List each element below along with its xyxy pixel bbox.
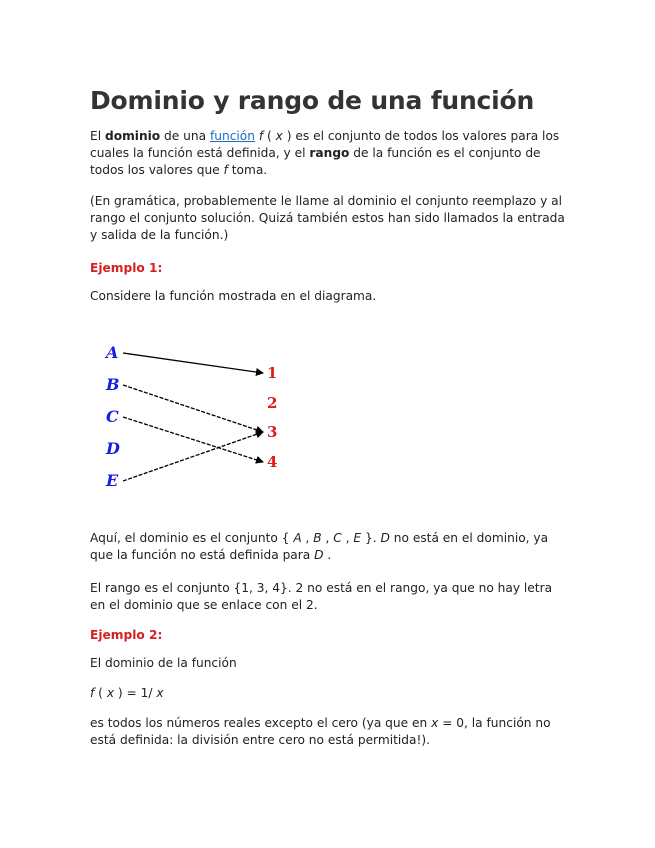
rango-term: rango bbox=[309, 146, 350, 160]
domain-label-b: B bbox=[106, 375, 120, 394]
domain-label-d: D bbox=[106, 439, 120, 458]
example-1-text: Considere la función mostrada en el diagrama. bbox=[90, 289, 377, 303]
example-2-heading: Ejemplo 2: bbox=[90, 628, 163, 642]
range-label-1: 1 bbox=[267, 364, 278, 382]
domain-label-c: C bbox=[106, 407, 119, 426]
example-1-range-text: El rango es el conjunto {1, 3, 4}. 2 no está en el rango, ya que no hay letra en el dominio que se enlace con el 2. bbox=[90, 581, 553, 612]
domain-label-a: A bbox=[106, 343, 119, 362]
mapping-arrow-b-3 bbox=[123, 385, 263, 432]
range-label-3: 3 bbox=[267, 423, 278, 441]
domain-label-e: E bbox=[106, 471, 119, 490]
function-diagram bbox=[96, 333, 296, 493]
funcion-link[interactable]: función bbox=[209, 129, 255, 143]
note-paragraph: (En gramática, probablemente le llame al dominio el conjunto reemplazo y al rango el conjunto solución. Quizá también estos han sido llamados la entrada y salida de la función.) bbox=[90, 194, 565, 242]
mapping-arrow-c-4 bbox=[123, 417, 263, 462]
example-2-text: El dominio de la función bbox=[90, 656, 237, 670]
page-title: Dominio y rango de una función bbox=[90, 86, 535, 115]
range-label-4: 4 bbox=[267, 453, 278, 471]
example-2-formula: f ( x ) = 1/ x bbox=[90, 686, 164, 700]
intro-paragraph: El dominio de una función f ( x ) es el conjunto de todos los valores para los cuales la función está definida, y el rango de la función es el conjunto de todos los valores que f toma. bbox=[90, 129, 560, 177]
range-label-2: 2 bbox=[267, 394, 278, 412]
example-1-domain-text: Aquí, el dominio es el conjunto { A , B , C , E }. D no está en el dominio, ya que la función no está definida para D . bbox=[90, 531, 549, 562]
mapping-arrow-a-1 bbox=[123, 353, 263, 373]
example-2-after-text: es todos los números reales excepto el cero (ya que en x = 0, la función no está definida: la división entre cero no está permitida!). bbox=[90, 716, 551, 747]
example-1-heading: Ejemplo 1: bbox=[90, 261, 163, 275]
dominio-term: dominio bbox=[104, 129, 161, 143]
